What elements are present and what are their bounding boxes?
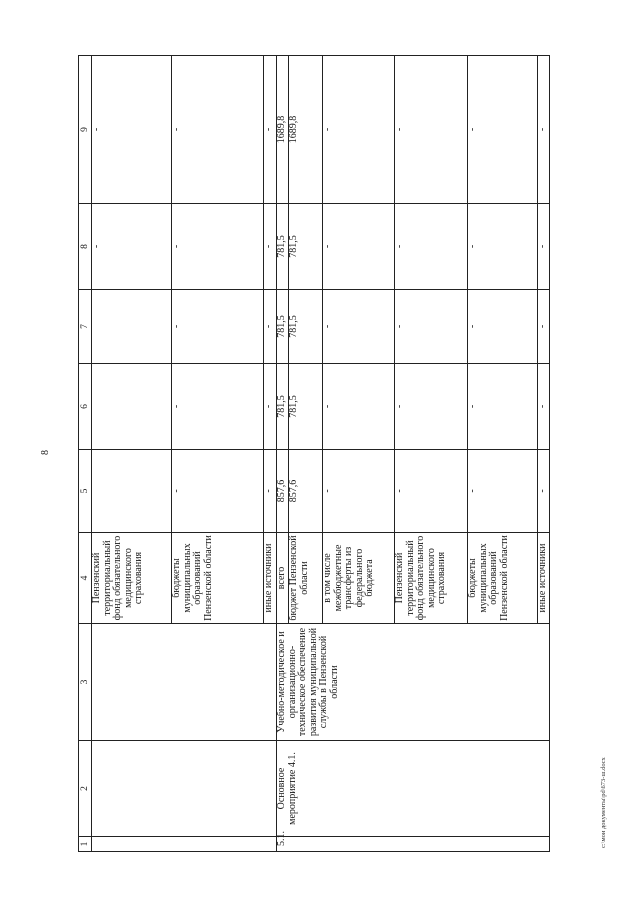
value-cell: - [395,56,468,204]
header-cell: 2 [79,741,92,837]
value-cell: - [92,204,172,290]
value-cell: - [264,204,277,290]
source-cell: иные источники [264,533,277,624]
empty-cell [92,837,277,852]
header-cell: 6 [79,364,92,450]
header-cell: 3 [79,624,92,741]
value-cell: - [538,364,550,450]
value-cell: - [468,450,538,533]
value-cell: - [395,290,468,364]
source-cell: бюджет Пензенской области [289,533,323,624]
footer-file-path: c:\мои документы\pd\673-ш.docx [600,757,607,848]
empty-cell [92,624,277,741]
table-row [92,56,172,852]
value-cell: - [323,204,395,290]
value-cell: - [264,450,277,533]
value-cell: - [468,56,538,204]
value-cell: - [172,56,264,204]
source-cell: Пензенский территориальный фонд обязательного медицинского страхования [92,533,172,624]
budget-table [78,55,550,852]
value-cell: - [172,450,264,533]
value-cell: - [468,204,538,290]
value-cell: 1689,8 [289,56,323,204]
source-cell: всего [277,533,289,624]
header-cell: 1 [79,837,92,852]
value-cell: - [172,204,264,290]
value-cell: - [323,364,395,450]
source-cell: в том числе межбюджетные трансферты из федерального бюджета [323,533,395,624]
table-row [277,56,289,852]
event-description: Учебно-методическое и организационно-техническое обеспечение развития муниципальной службы в Пензенской области [277,624,550,741]
source-cell: бюджеты муниципальных образований Пензенской области [172,533,264,624]
value-cell: 857,6 [277,450,289,533]
value-cell: 781,5 [289,290,323,364]
page-number: 8 [40,450,51,455]
value-cell: - [538,450,550,533]
value-cell: 781,5 [277,364,289,450]
value-cell: - [538,204,550,290]
header-cell: 8 [79,204,92,290]
value-cell: - [92,56,172,204]
value-cell: 781,5 [277,204,289,290]
source-cell: Пензенский территориальный фонд обязательного медицинского страхования [395,533,468,624]
value-cell: - [538,56,550,204]
value-cell: - [538,290,550,364]
header-cell: 4 [79,533,92,624]
value-cell: - [264,290,277,364]
value-cell: - [323,56,395,204]
value-cell: - [395,364,468,450]
value-cell: - [264,56,277,204]
value-cell: - [323,290,395,364]
source-cell: иные источники [538,533,550,624]
value-cell: 781,5 [289,364,323,450]
header-cell: 7 [79,290,92,364]
value-cell: - [264,364,277,450]
header-row [79,56,92,852]
value-cell [92,450,172,533]
value-cell [92,364,172,450]
rotated-table-container [78,56,592,852]
empty-cell [92,741,277,837]
value-cell: 781,5 [277,290,289,364]
value-cell: - [468,290,538,364]
value-cell [92,290,172,364]
value-cell: 857,6 [289,450,323,533]
source-cell: бюджеты муниципальных образований Пензенской области [468,533,538,624]
header-cell: 5 [79,450,92,533]
header-cell: 9 [79,56,92,204]
event-name: Основное мероприятие 4.1. [277,741,550,837]
value-cell: - [468,364,538,450]
value-cell: - [323,450,395,533]
value-cell: - [172,364,264,450]
value-cell: 1689,8 [277,56,289,204]
value-cell: 781,5 [289,204,323,290]
value-cell: - [395,450,468,533]
value-cell: - [172,290,264,364]
row-number: 5.1. [277,837,550,852]
value-cell: - [395,204,468,290]
